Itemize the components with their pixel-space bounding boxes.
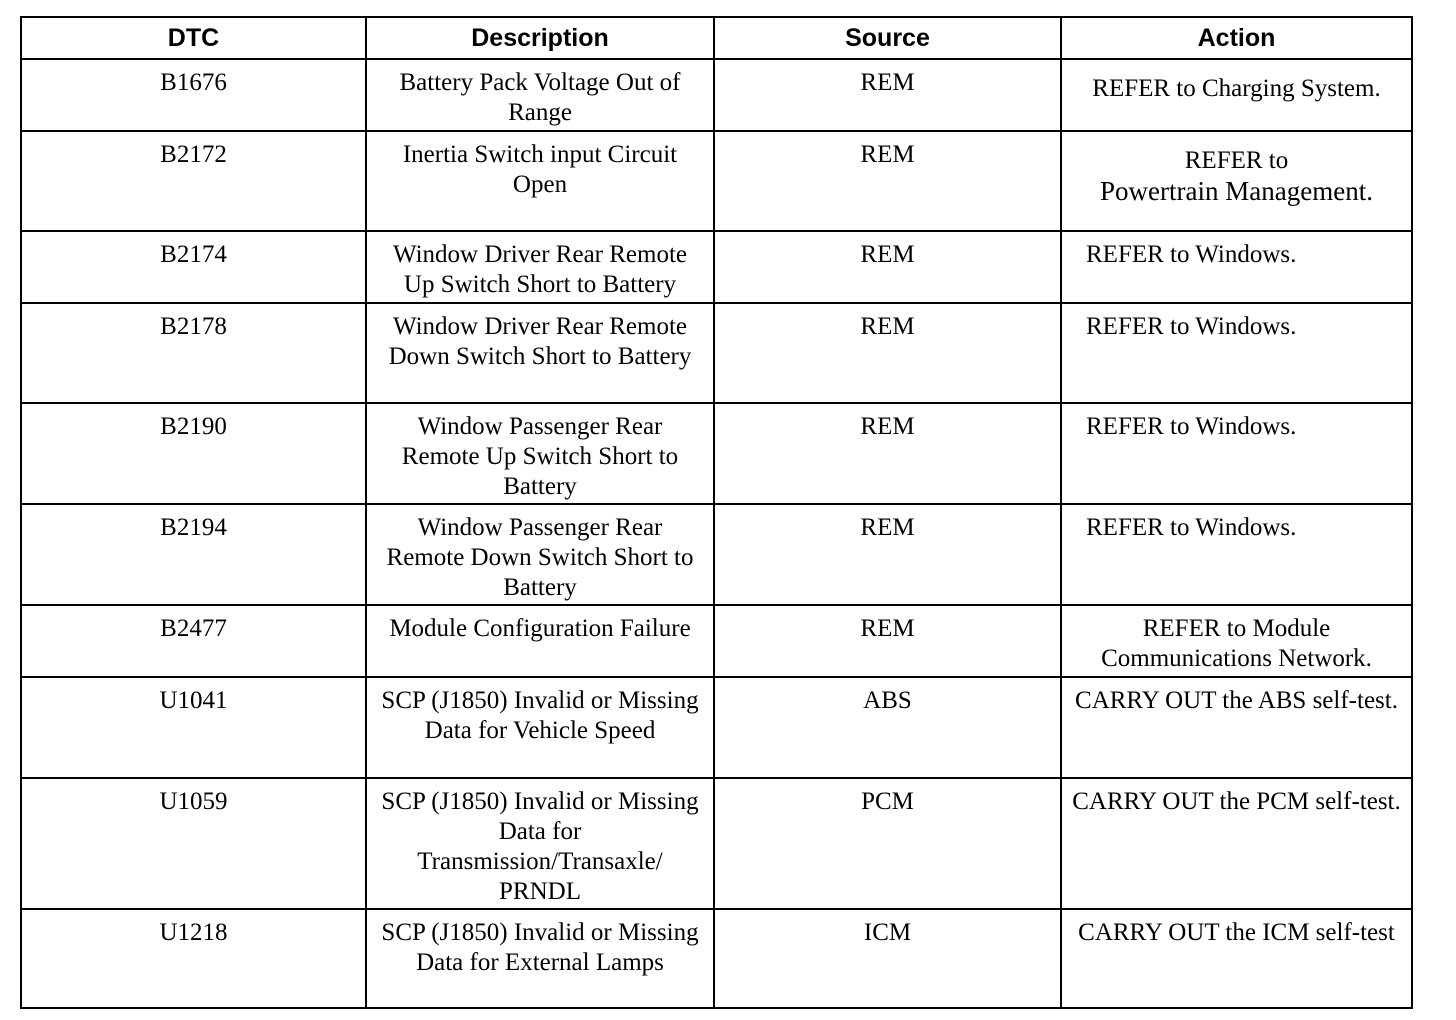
table-row: [21, 131, 1412, 231]
table-row: [21, 59, 1412, 131]
table-row: [21, 605, 1412, 677]
dtc-source: REM: [714, 59, 1061, 131]
table-header-row: [21, 17, 1412, 59]
dtc-source: REM: [714, 504, 1061, 605]
dtc-source: ICM: [714, 909, 1061, 1008]
dtc-action-line: Powertrain Management.: [1100, 176, 1373, 206]
dtc-description: Battery Pack Voltage Out of Range: [366, 59, 714, 131]
dtc-action: REFER to Windows.: [1061, 504, 1412, 605]
dtc-code: U1059: [21, 778, 366, 909]
dtc-source: REM: [714, 131, 1061, 231]
dtc-action: REFER to Windows.: [1061, 231, 1412, 303]
header-source: Source: [714, 17, 1061, 59]
dtc-description: SCP (J1850) Invalid or Missing Data for External Lamps: [366, 909, 714, 1008]
dtc-description: SCP (J1850) Invalid or Missing Data for Vehicle Speed: [366, 677, 714, 778]
dtc-description: Window Driver Rear Remote Up Switch Short to Battery: [366, 231, 714, 303]
dtc-source: REM: [714, 403, 1061, 504]
dtc-description: SCP (J1850) Invalid or Missing Data for Transmission/Transaxle/ PRNDL: [366, 778, 714, 909]
header-description: Description: [366, 17, 714, 59]
dtc-source: ABS: [714, 677, 1061, 778]
dtc-description: Module Configuration Failure: [366, 605, 714, 677]
dtc-action: [1061, 131, 1412, 231]
dtc-action: REFER to Windows.: [1061, 303, 1412, 403]
table-row: [21, 303, 1412, 403]
dtc-code: B2172: [21, 131, 366, 231]
dtc-code: U1041: [21, 677, 366, 778]
dtc-source: REM: [714, 303, 1061, 403]
table-row: [21, 504, 1412, 605]
table-row: [21, 403, 1412, 504]
header-dtc: DTC: [21, 17, 366, 59]
dtc-source: PCM: [714, 778, 1061, 909]
table-row: [21, 909, 1412, 1008]
dtc-source: REM: [714, 605, 1061, 677]
dtc-description: Inertia Switch input Circuit Open: [366, 131, 714, 231]
dtc-code: B2190: [21, 403, 366, 504]
dtc-code: B2174: [21, 231, 366, 303]
dtc-code: B2477: [21, 605, 366, 677]
header-action: Action: [1061, 17, 1412, 59]
dtc-action: CARRY OUT the ABS self-test.: [1061, 677, 1412, 778]
dtc-action-line: REFER to: [1184, 147, 1289, 174]
dtc-code: B1676: [21, 59, 366, 131]
dtc-action: CARRY OUT the PCM self-test.: [1061, 778, 1412, 909]
table-row: [21, 231, 1412, 303]
dtc-code: U1218: [21, 909, 366, 1008]
dtc-source: REM: [714, 231, 1061, 303]
dtc-action: REFER to Charging System.: [1061, 59, 1412, 131]
dtc-description: Window Driver Rear Remote Down Switch Short to Battery: [366, 303, 714, 403]
dtc-action: CARRY OUT the ICM self-test: [1061, 909, 1412, 1008]
dtc-table: [20, 16, 1413, 1009]
dtc-description: Window Passenger Rear Remote Up Switch Short to Battery: [366, 403, 714, 504]
dtc-description: Window Passenger Rear Remote Down Switch Short to Battery: [366, 504, 714, 605]
dtc-action: REFER to Windows.: [1061, 403, 1412, 504]
table-row: [21, 778, 1412, 909]
table-row: [21, 677, 1412, 778]
dtc-action: REFER to Module Communications Network.: [1061, 605, 1412, 677]
dtc-code: B2178: [21, 303, 366, 403]
dtc-code: B2194: [21, 504, 366, 605]
